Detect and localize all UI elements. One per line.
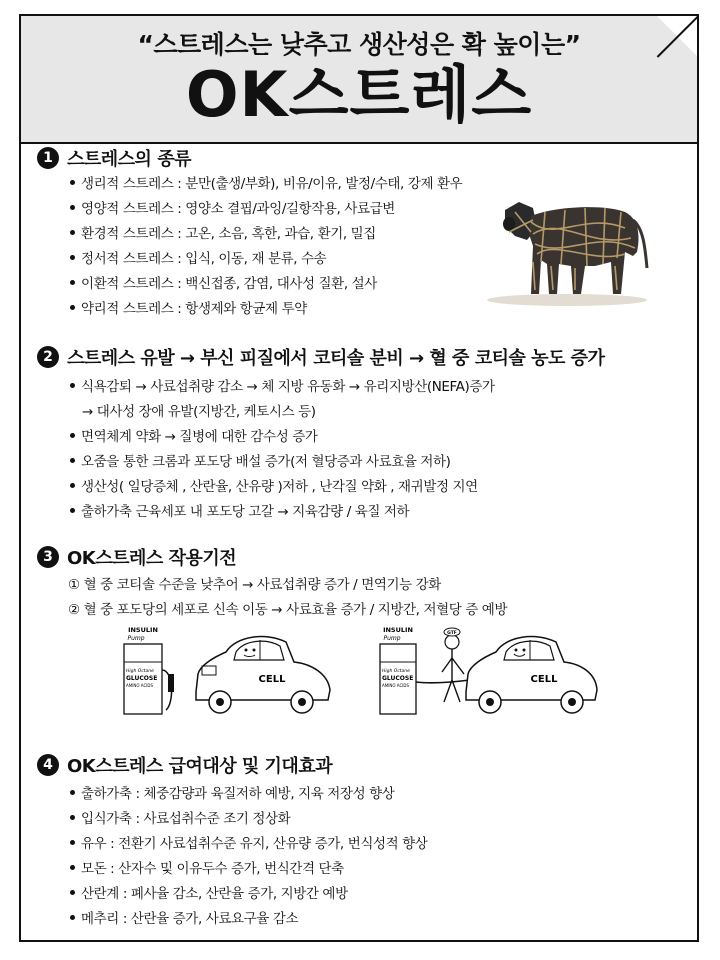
list-item-text: 입식가축 : 사료섭취수준 조기 정상화 [81,811,291,827]
numbered-list [68,573,507,623]
page-frame [19,14,699,942]
pump-label: INSULIN [128,626,158,634]
bullet-icon [70,890,75,895]
list-item: ② 혈 중 포도당의 세포로 신속 이동 → 사료효율 증가 / 지방간, 저혈당 증 예방 [68,602,508,618]
bullet-icon [70,305,75,310]
bullet-icon [70,508,75,513]
list-item [70,782,427,807]
pump-label: INSULIN [383,626,413,634]
bullet-icon [70,280,75,285]
section-heading [37,144,191,172]
bullet-icon [70,205,75,210]
list-item-text: 정서적 스트레스 : 입식, 이동, 재 분류, 수송 [81,251,327,267]
bullet-icon [70,458,75,463]
list-item [70,375,495,400]
list-item-text: 모돈 : 산자수 및 이유두수 증가, 번식간격 단축 [81,861,344,877]
bullet-icon [70,433,75,438]
list-item [70,907,427,932]
pump-body-line: AMINO ACIDS [126,683,154,688]
list-item-text: 출하가축 근육세포 내 포도당 고갈 → 지육감량 / 육질 저하 [81,504,410,520]
list-item [70,475,495,500]
section-number-badge: 1 [37,147,59,169]
list-item-text: → 대사성 장애 유발(지방간, 케토시스 등) [82,404,316,420]
bullet-icon [70,915,75,920]
list-item-text: 생리적 스트레스 : 분만(출생/부화), 비유/이유, 발정/수태, 강제 환우 [81,176,463,192]
list-item [70,197,462,222]
list-item [70,450,495,475]
list-item [70,297,462,322]
section-number-badge: 3 [37,546,59,568]
section-heading [37,343,604,371]
section-title: 스트레스 유발 → 부신 피질에서 코티솔 분비 → 혈 중 코티솔 농도 증가 [67,348,605,369]
bullet-icon [70,865,75,870]
list-item [70,882,427,907]
pump-body-line: High Octane [382,669,410,674]
bullet-icon [70,255,75,260]
list-item [70,500,495,525]
bullet-icon [70,790,75,795]
bullet-icon [70,383,75,388]
bullet-icon [70,230,75,235]
list-item [70,222,462,247]
header-subtitle: “스트레스는 낮추고 생산성은 확 높이는” [137,30,581,59]
section-title: 스트레스의 종류 [67,149,191,170]
list-item-text: 면역체계 약화 → 질병에 대한 감수성 증가 [81,429,318,445]
list-item: ① 혈 중 코티솔 수준을 낮추어 → 사료섭취량 증가 / 면역기능 강화 [68,577,441,593]
bullet-icon [70,180,75,185]
pump-sublabel: Pump [383,635,401,642]
pump-body-line: GLUCOSE [382,675,414,682]
list-item-text: 오줌을 통한 크롬과 포도당 배설 증가(저 혈당증과 사료효율 저하) [81,454,451,470]
section-heading [37,751,332,779]
bullet-icon [70,815,75,820]
list-item [70,832,427,857]
list-item-text: 유우 : 전환기 사료섭취수준 유지, 산유량 증가, 번식성적 향상 [81,836,428,852]
list-item-text: 영양적 스트레스 : 영양소 결핍/과잉/길항작용, 사료급변 [81,201,395,217]
car-cell-label: CELL [258,674,286,685]
list-item-text: 이환적 스트레스 : 백신접종, 감염, 대사성 질환, 설사 [81,276,377,292]
list-item-text: 환경적 스트레스 : 고온, 소음, 혹한, 과습, 환기, 밀집 [81,226,376,242]
insulin-pump-car-cartoon [116,622,336,717]
figure-hat-label: GTF [447,631,457,636]
list-item [70,247,462,272]
pump-body-line: GLUCOSE [126,675,158,682]
pump-sublabel: Pump [127,635,145,642]
list-item-text: 출하가축 : 체중감량과 육질저하 예방, 지육 저장성 향상 [81,786,395,802]
header-banner [21,16,697,144]
list-item [70,272,462,297]
list-item-text: 메추리 : 산란율 증가, 사료요구율 감소 [81,911,299,927]
list-item-text: 약리적 스트레스 : 항생제와 항균제 투약 [81,301,307,317]
bullet-list [70,172,462,322]
section-heading [37,543,236,571]
list-item [70,172,462,197]
list-item [70,807,427,832]
list-item-text: 식욕감퇴 → 사료섭취량 감소 → 체 지방 유동화 → 유리지방산(NEFA)증가 [81,379,495,395]
bullet-list [70,375,495,525]
bullet-icon [70,483,75,488]
list-item-text: 산란계 : 폐사율 감소, 산란율 증가, 지방간 예방 [81,886,348,902]
bullet-list [70,782,427,932]
pump-body-line: High Octane [126,669,154,674]
list-item-text: 생산성( 일당증체 , 산란율, 산유량 )저하 , 난각질 약화 , 재귀발정 지연 [81,479,478,495]
section-number-badge: 2 [37,346,59,368]
section-number-badge: 4 [37,754,59,776]
list-item [70,857,427,882]
section-title: OK스트레스 작용기전 [67,548,237,569]
pump-body-line: AMINO ACIDS [382,683,410,688]
calf-tied-with-ropes-image [475,182,651,307]
section-title: OK스트레스 급여대상 및 기대효과 [67,756,333,777]
list-item-continuation [70,400,495,425]
bullet-icon [70,840,75,845]
car-cell-label: CELL [530,674,558,685]
list-item [70,425,495,450]
gtf-helper-car-cartoon [374,622,599,717]
page-title: OK스트레스 [185,58,533,131]
